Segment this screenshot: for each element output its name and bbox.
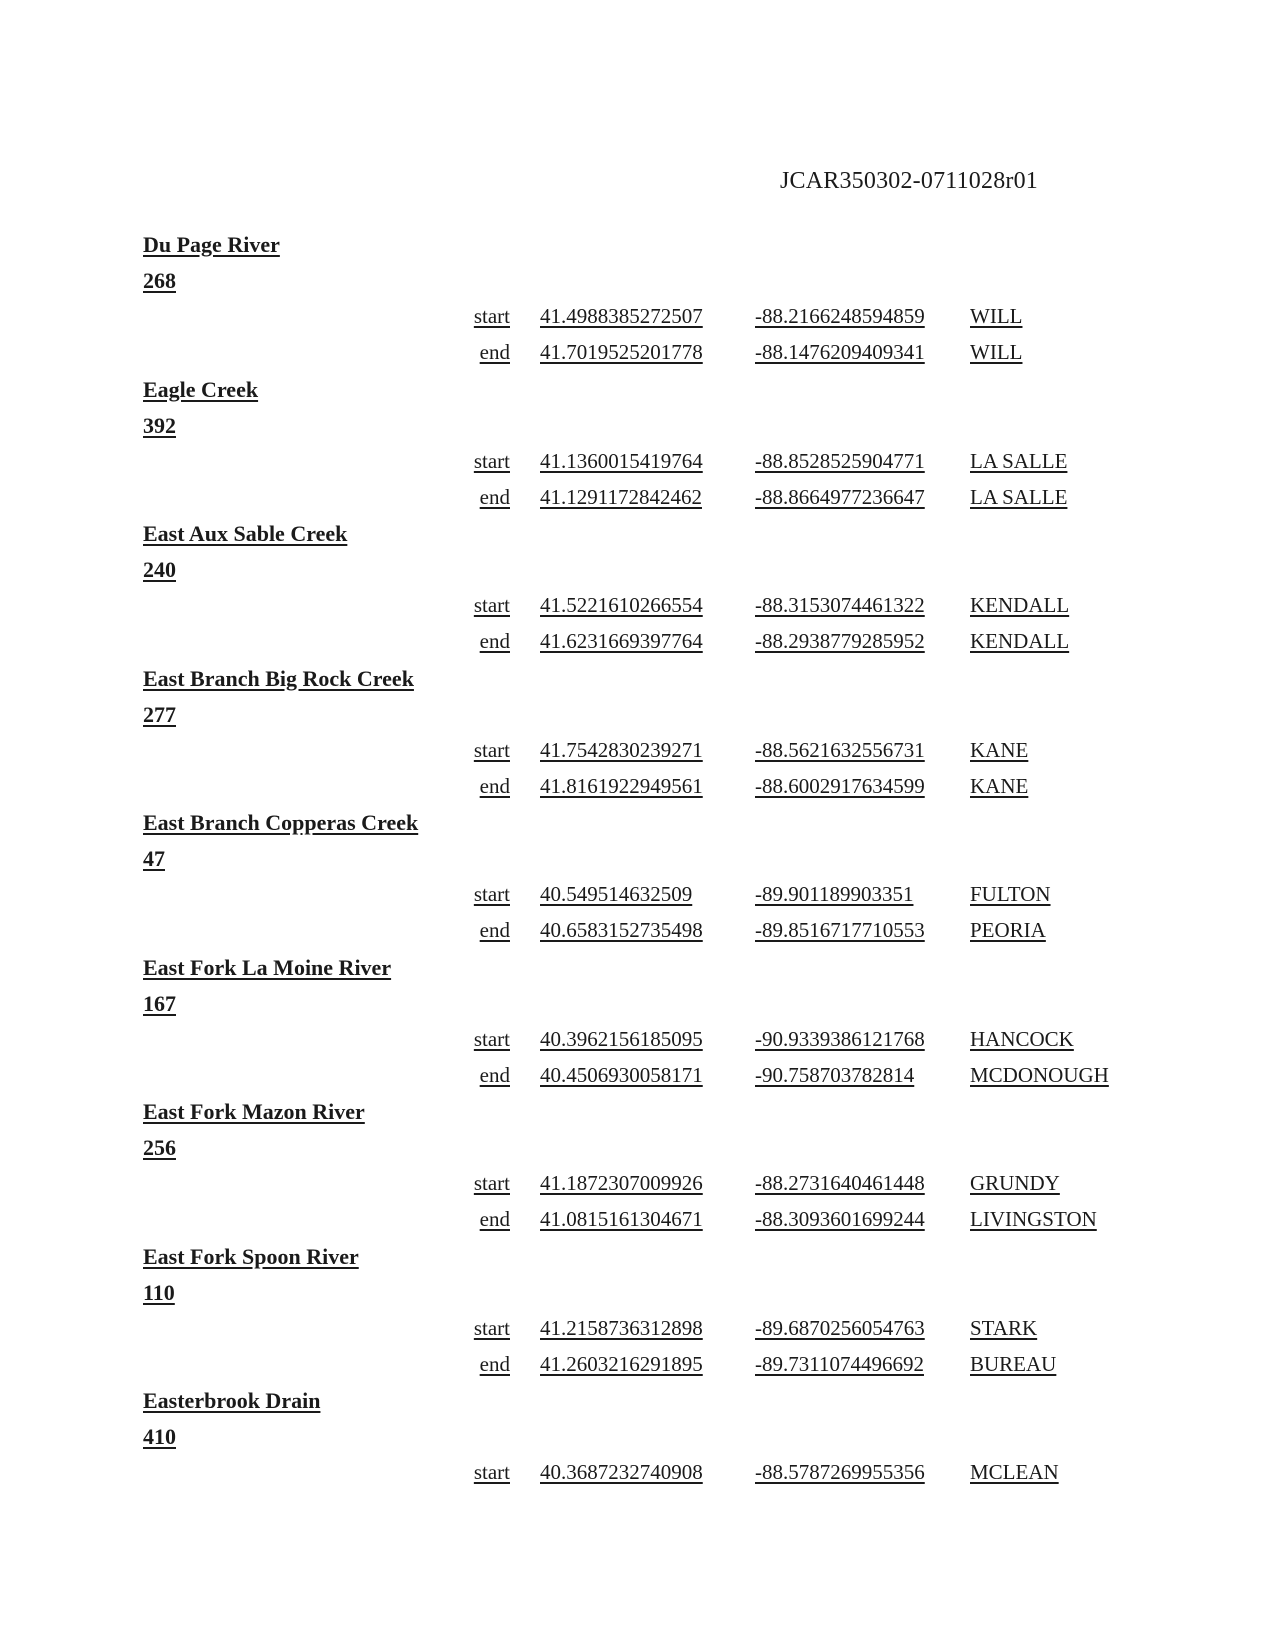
- point-label: start: [473, 1315, 510, 1340]
- latitude: 41.7542830239271: [540, 737, 703, 762]
- stream-id: 410: [143, 1424, 176, 1449]
- county: LIVINGSTON: [970, 1207, 1097, 1231]
- start-point-row: [143, 304, 1143, 334]
- stream-name: Du Page River: [143, 232, 280, 257]
- point-label: start: [473, 448, 510, 473]
- county: MCDONOUGH: [970, 1062, 1109, 1087]
- county: BUREAU: [970, 1351, 1057, 1376]
- longitude: -88.5787269955356: [755, 1460, 925, 1484]
- longitude: -89.7311074496692: [755, 1351, 924, 1376]
- start-point-row: [143, 1171, 1143, 1201]
- start-point-row: [143, 738, 1143, 768]
- end-point-row: [143, 340, 1143, 370]
- stream-name: East Fork Spoon River: [143, 1243, 359, 1269]
- latitude: 41.8161922949561: [540, 773, 703, 798]
- latitude: 40.3687232740908: [540, 1460, 703, 1484]
- point-label: start: [473, 737, 510, 762]
- latitude: 41.7019525201778: [540, 340, 703, 364]
- point-label: start: [473, 882, 510, 906]
- longitude: -88.5621632556731: [755, 737, 925, 762]
- latitude: 41.0815161304671: [540, 1207, 703, 1231]
- longitude: -88.3093601699244: [755, 1207, 925, 1231]
- end-point-row: [143, 774, 1143, 804]
- point-label: end: [479, 1207, 510, 1231]
- county: STARK: [970, 1315, 1038, 1340]
- county: LA SALLE: [970, 448, 1068, 473]
- end-point-row: [143, 918, 1143, 948]
- county: KENDALL: [970, 593, 1070, 617]
- stream-id: 256: [143, 1135, 176, 1160]
- start-point-row: [143, 449, 1143, 479]
- start-point-row: [143, 593, 1143, 623]
- county: WILL: [970, 304, 1023, 328]
- start-point-row: [143, 882, 1143, 912]
- stream-entry: [143, 1244, 1143, 1389]
- longitude: -88.2166248594859: [755, 304, 925, 328]
- latitude: 40.3962156185095: [540, 1026, 703, 1051]
- start-point-row: [143, 1460, 1143, 1490]
- latitude: 41.1360015419764: [540, 448, 703, 473]
- point-label: start: [473, 1171, 510, 1195]
- stream-name: East Fork Mazon River: [143, 1099, 365, 1124]
- longitude: -89.6870256054763: [755, 1315, 925, 1340]
- stream-id: 240: [143, 557, 176, 582]
- stream-entry: [143, 377, 1143, 522]
- point-label: end: [479, 1351, 510, 1376]
- latitude: 40.6583152735498: [540, 918, 703, 942]
- stream-name: East Fork La Moine River: [143, 954, 392, 980]
- county: LA SALLE: [970, 484, 1068, 509]
- longitude: -90.758703782814: [755, 1062, 915, 1087]
- county: PEORIA: [970, 918, 1046, 942]
- point-label: start: [473, 1460, 510, 1484]
- county: KANE: [970, 773, 1029, 798]
- longitude: -88.2938779285952: [755, 629, 925, 653]
- latitude: 41.1291172842462: [540, 484, 702, 509]
- end-point-row: [143, 1352, 1143, 1382]
- longitude: -88.2731640461448: [755, 1171, 925, 1195]
- point-label: end: [479, 340, 510, 364]
- latitude: 41.2603216291895: [540, 1351, 703, 1376]
- end-point-row: [143, 485, 1143, 515]
- longitude: -88.1476209409341: [755, 340, 925, 364]
- longitude: -89.901189903351: [755, 882, 914, 906]
- stream-id: 47: [143, 846, 165, 871]
- point-label: start: [473, 1026, 510, 1051]
- latitude: 41.6231669397764: [540, 629, 703, 653]
- latitude: 41.4988385272507: [540, 304, 703, 328]
- end-point-row: [143, 1207, 1143, 1237]
- stream-id: 392: [143, 412, 176, 438]
- point-label: start: [473, 304, 510, 328]
- latitude: 40.4506930058171: [540, 1062, 703, 1087]
- stream-id: 167: [143, 990, 176, 1016]
- longitude: -88.8664977236647: [755, 484, 925, 509]
- longitude: -89.8516717710553: [755, 918, 925, 942]
- stream-id: 268: [143, 268, 176, 293]
- point-label: start: [473, 593, 510, 617]
- stream-entry: [143, 810, 1143, 955]
- county: MCLEAN: [970, 1460, 1059, 1484]
- stream-name: Eagle Creek: [143, 376, 259, 402]
- stream-id: 110: [143, 1279, 175, 1305]
- county: FULTON: [970, 882, 1051, 906]
- longitude: -90.9339386121768: [755, 1026, 925, 1051]
- stream-entry: [143, 1388, 1143, 1533]
- document-id: JCAR350302-0711028r01: [780, 168, 1038, 194]
- stream-entry: [143, 521, 1143, 666]
- stream-name: East Branch Copperas Creek: [143, 810, 419, 835]
- stream-entry: [143, 955, 1143, 1100]
- end-point-row: [143, 1063, 1143, 1093]
- longitude: -88.6002917634599: [755, 773, 925, 798]
- latitude: 41.5221610266554: [540, 593, 703, 617]
- longitude: -88.3153074461322: [755, 593, 925, 617]
- stream-name: Easterbrook Drain: [143, 1388, 321, 1413]
- county: GRUNDY: [970, 1171, 1060, 1195]
- point-label: end: [479, 773, 510, 798]
- latitude: 41.2158736312898: [540, 1315, 703, 1340]
- stream-entry: [143, 666, 1143, 811]
- stream-name: East Aux Sable Creek: [143, 521, 348, 546]
- latitude: 41.1872307009926: [540, 1171, 703, 1195]
- end-point-row: [143, 629, 1143, 659]
- start-point-row: [143, 1316, 1143, 1346]
- point-label: end: [479, 629, 510, 653]
- latitude: 40.549514632509: [540, 882, 693, 906]
- stream-name: East Branch Big Rock Creek: [143, 665, 414, 691]
- point-label: end: [479, 918, 510, 942]
- stream-entry: [143, 1099, 1143, 1244]
- county: KENDALL: [970, 629, 1070, 653]
- point-label: end: [479, 484, 510, 509]
- longitude: -88.8528525904771: [755, 448, 925, 473]
- stream-list: [143, 232, 1143, 1533]
- start-point-row: [143, 1027, 1143, 1057]
- point-label: end: [479, 1062, 510, 1087]
- stream-entry: [143, 232, 1143, 377]
- stream-id: 277: [143, 701, 176, 727]
- county: KANE: [970, 737, 1029, 762]
- county: HANCOCK: [970, 1026, 1074, 1051]
- county: WILL: [970, 340, 1023, 364]
